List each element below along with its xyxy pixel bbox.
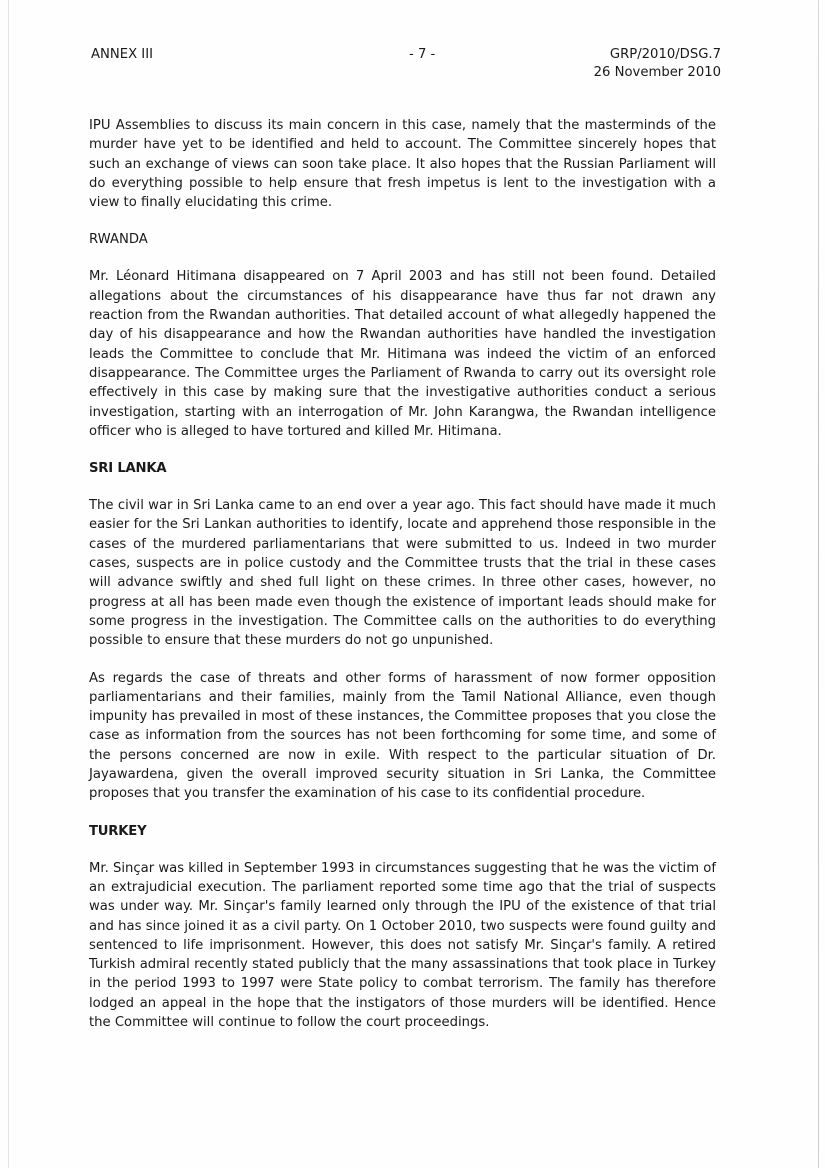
scan-edge-left [8, 0, 9, 1168]
header-page-number: - 7 - [409, 47, 436, 62]
section-heading-sri-lanka: SRI LANKA [89, 461, 167, 477]
section-heading-turkey: TURKEY [89, 823, 147, 839]
section-heading-rwanda: RWANDA [89, 232, 148, 248]
header-annex-label: ANNEX III [91, 47, 153, 62]
intro-paragraph: IPU Assemblies to discuss its main concern in this case, namely that the masterminds of the murder have yet to be identified and held to account. The Committee sincerely hopes that such an exchange of views can soon take place. It also hopes that the Russian Parliament will do everything possible to help ensure that fresh impetus is lent to the investigation with a view to finally elucidating this crime. [89, 118, 716, 211]
header-doc-code: GRP/2010/DSG.7 [609, 47, 721, 62]
rwanda-paragraph-1: Mr. Léonard Hitimana disappeared on 7 April 2003 and has still not been found. Detailed allegations about the circumstances of his disappearance have thus far not drawn any reaction from the Rwandan authorities. That detailed account of what allegedly happened the day of his disappearance and how the Rwandan authorities have handled the investigation leads the Committee to conclude that Mr. Hitimana was indeed the victim of an enforced disappearance. The Committee urges the Parliament of Rwanda to carry out its oversight role effectively in this case by making sure that the investigative authorities conduct a serious investigation, starting with an interrogation of Mr. John Karangwa, the Rwandan intelligence officer who is alleged to have tortured and killed Mr. Hitimana. [89, 269, 716, 439]
header-reference [594, 46, 721, 82]
scan-edge-right [818, 0, 819, 1168]
turkey-paragraph-1: Mr. Sinçar was killed in September 1993 in circumstances suggesting that he was the victim of an extrajudicial execution. The parliament reported some time ago that the trial of suspects was under way. Mr. Sinçar's family learned only through the IPU of the existence of that trial and has since joined it as a civil party. On 1 October 2010, two suspects were found guilty and sentenced to life imprisonment. However, this does not satisfy Mr. Sinçar's family. A retired Turkish admiral recently stated publicly that the many assassinations that took place in Turkey in the period 1993 to 1997 were State policy to combat terrorism. The family has therefore lodged an appeal in the hope that the instigators of those murders will be identified. Hence the Committee will continue to follow the court proceedings. [89, 860, 716, 1030]
document-body [89, 116, 716, 1050]
sri-lanka-paragraph-2: As regards the case of threats and other forms of harassment of now former opposition parliamentarians and their families, mainly from the Tamil National Alliance, even though impunity has prevailed in most of these instances, the Committee proposes that you close the case as information from the sources has not been forthcoming for some time, and some of the persons concerned are now in exile. With respect to the particular situation of Dr. Jayawardena, given the overall improved security situation in Sri Lanka, the Committee proposes that you transfer the examination of his case to its confidential procedure. [89, 670, 716, 802]
header-date: 26 November 2010 [593, 65, 721, 80]
page-header [91, 46, 721, 86]
sri-lanka-paragraph-1: The civil war in Sri Lanka came to an end over a year ago. This fact should have made it much easier for the Sri Lankan authorities to identify, locate and apprehend those responsible in the cases of the murdered parliamentarians that were submitted to us. Indeed in two murder cases, suspects are in police custody and the Committee trusts that the trial in these cases will advance swiftly and shed full light on these crimes. In three other cases, however, no progress at all has been made even though the existence of important leads should make for some progress in the investigation. The Committee calls on the authorities to do everything possible to ensure that these murders do not go unpunished. [89, 498, 716, 649]
